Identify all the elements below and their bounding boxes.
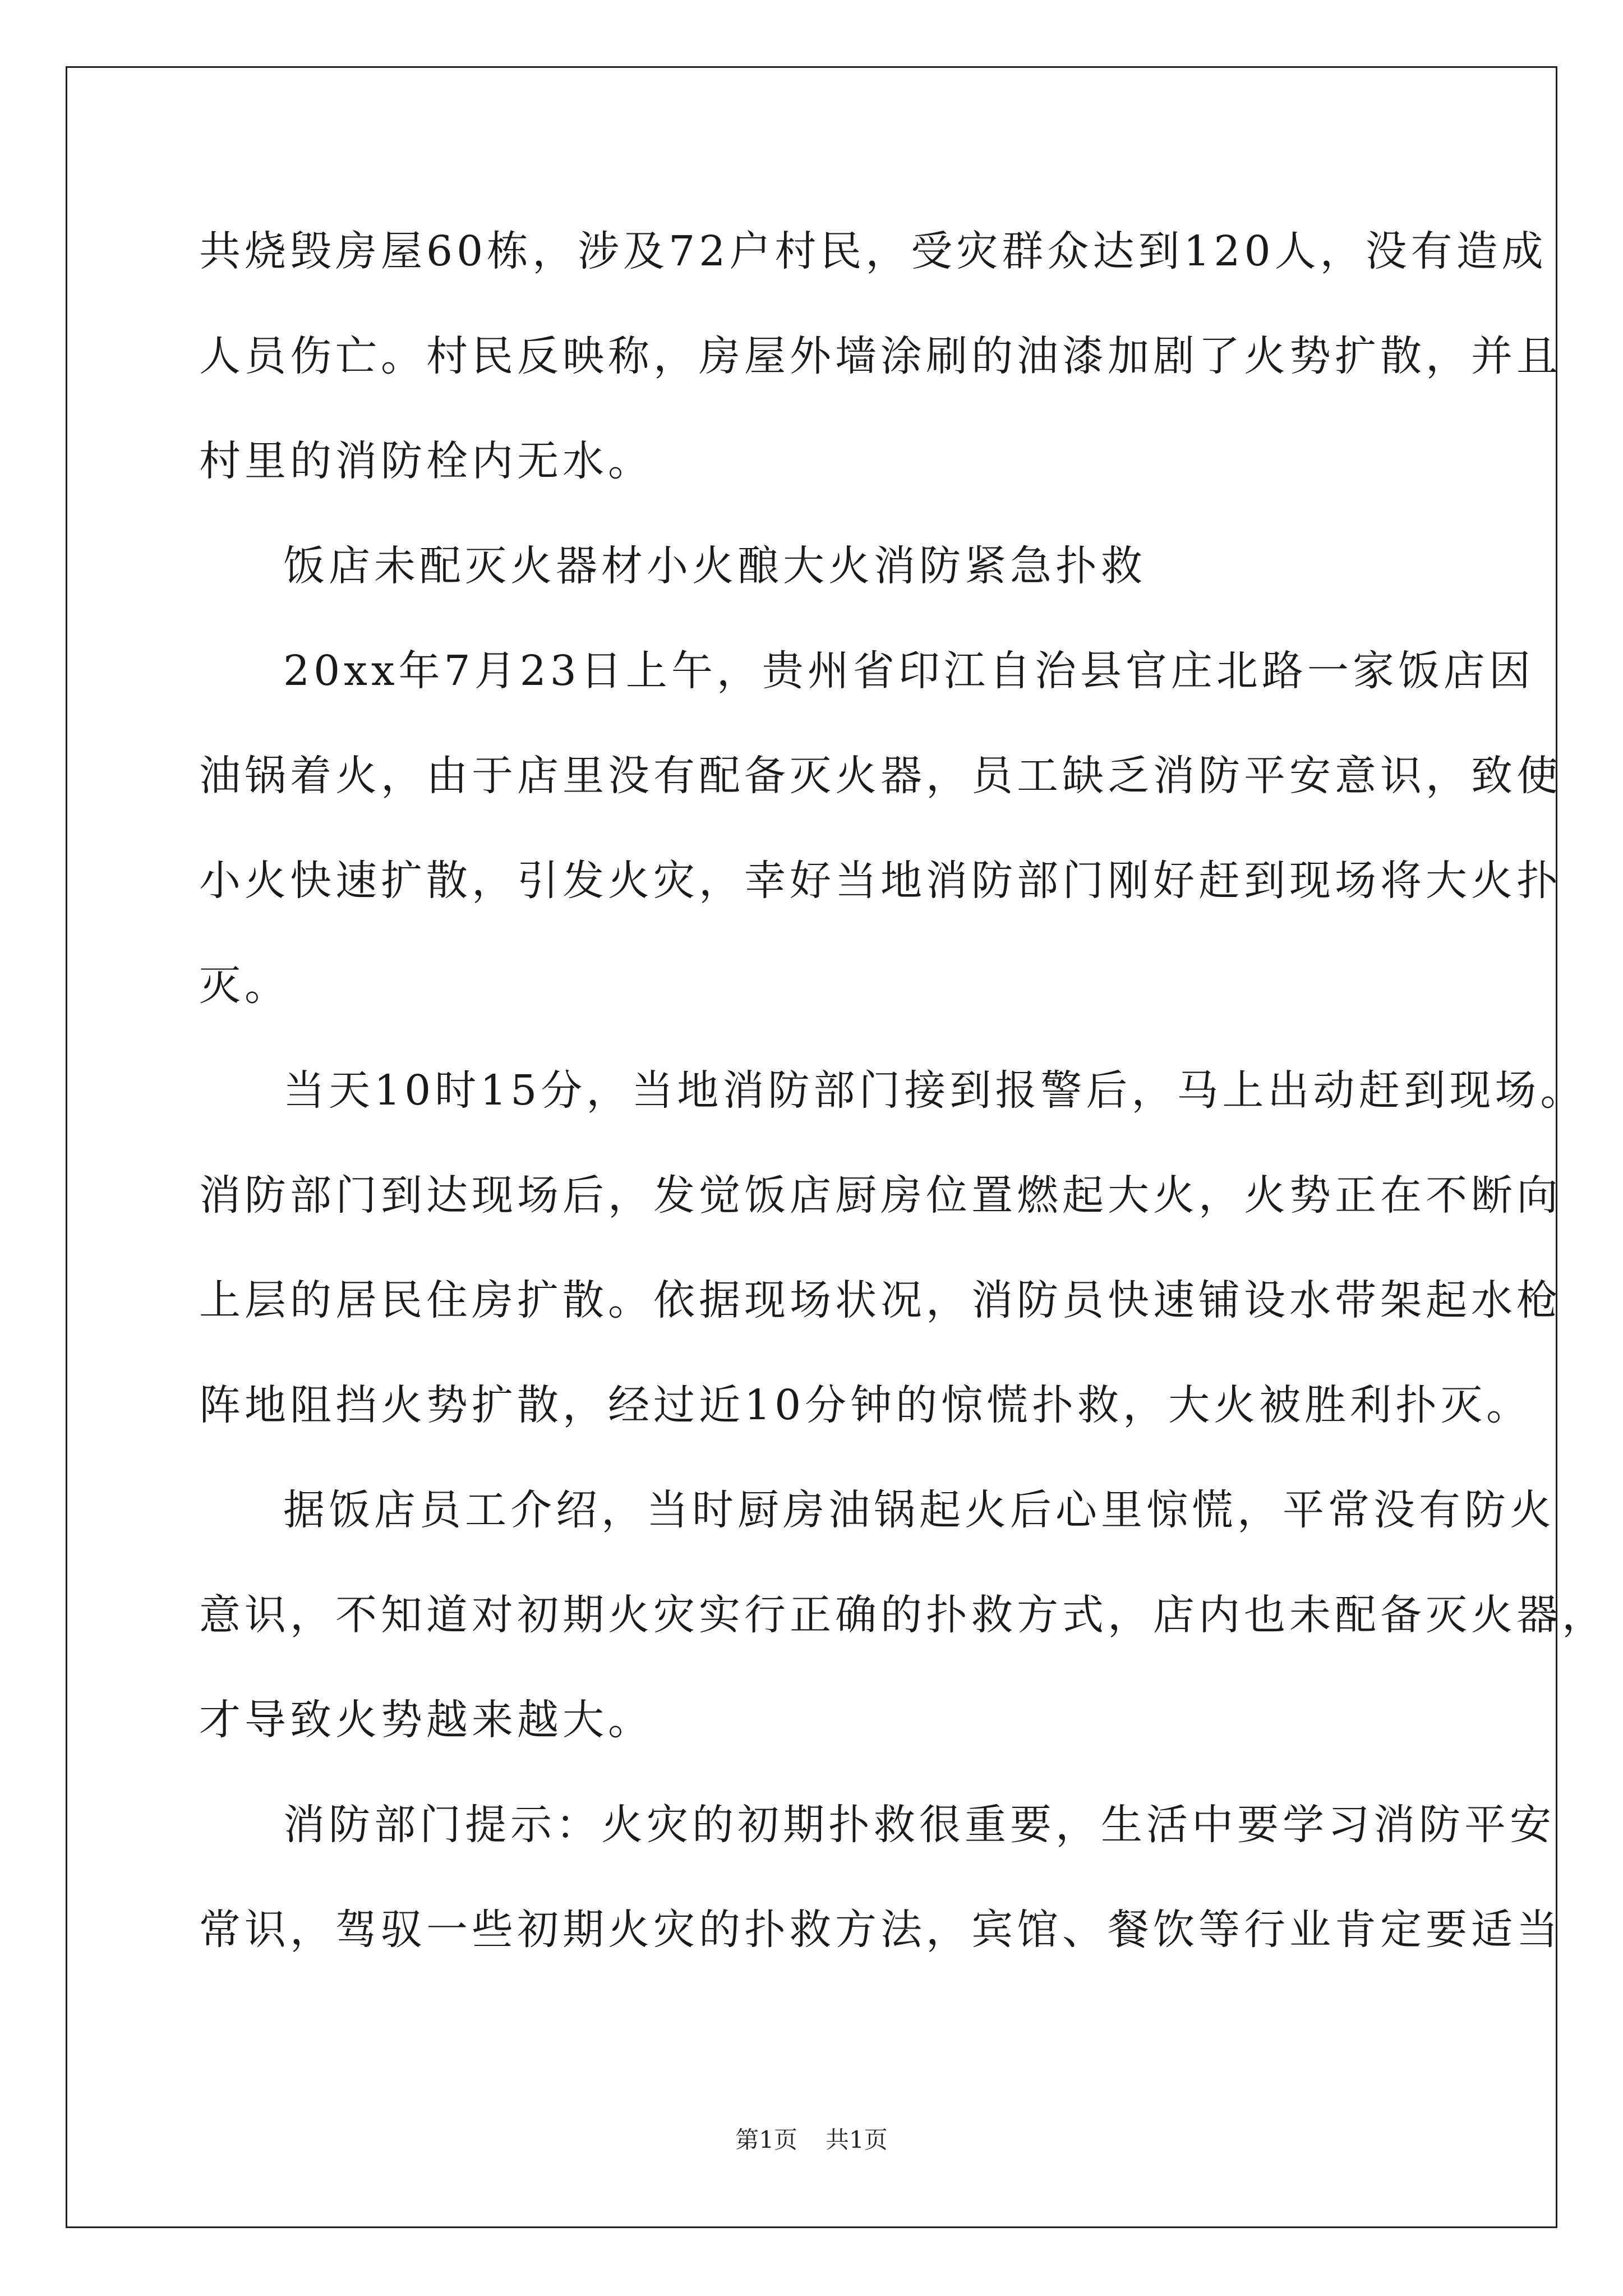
text-line-6: 油锅着火，由于店里没有配备灭火器，员工缺乏消防平安意识，致使 — [199, 752, 1562, 800]
text-line-1: 共烧毁房屋60栋，涉及72户村民，受灾群众达到120人，没有造成 — [199, 227, 1547, 275]
text-line-3: 村里的消防栓内无水。 — [199, 437, 653, 485]
text-line-16: 消防部门提示：火灾的初期扑救很重要，生活中要学习消防平安 — [283, 1801, 1555, 1849]
section-heading: 饭店未配灭火器材小火酿大火消防紧急扑救 — [283, 542, 1146, 590]
page-total: 共1页 — [826, 2126, 888, 2154]
text-line-8: 灭。 — [199, 961, 290, 1010]
text-line-15: 才导致火势越来越大。 — [199, 1696, 653, 1744]
text-line-2: 人员伤亡。村民反映称，房屋外墙涂刷的油漆加剧了火势扩散，并且 — [199, 332, 1562, 380]
text-line-12: 阵地阻挡火势扩散，经过近10分钟的惊慌扑救，大火被胜利扑灭。 — [199, 1381, 1532, 1429]
text-line-7: 小火快速扩散，引发火灾，幸好当地消防部门刚好赶到现场将大火扑 — [199, 857, 1562, 905]
text-line-11: 上层的居民住房扩散。依据现场状况，消防员快速铺设水带架起水枪 — [199, 1276, 1562, 1324]
text-line-14: 意识，不知道对初期火灾实行正确的扑救方式，店内也未配备灭火器， — [199, 1591, 1607, 1639]
text-line-5: 20xx年7月23日上午，贵州省印江自治县官庄北路一家饭店因 — [283, 647, 1534, 695]
text-line-17: 常识，驾驭一些初期火灾的扑救方法，宾馆、餐饮等行业肯定要适当 — [199, 1906, 1562, 1954]
text-line-10: 消防部门到达现场后，发觉饭店厨房位置燃起大火，火势正在不断向 — [199, 1171, 1562, 1220]
page-number: 第1页 — [735, 2126, 797, 2154]
document-body — [199, 223, 1607, 2007]
text-line-13: 据饭店员工介绍，当时厨房油锅起火后心里惊慌，平常没有防火 — [283, 1486, 1555, 1534]
page-footer — [0, 2126, 1623, 2154]
text-line-9: 当天10时15分，当地消防部门接到报警后，马上出动赶到现场。 — [283, 1066, 1586, 1115]
